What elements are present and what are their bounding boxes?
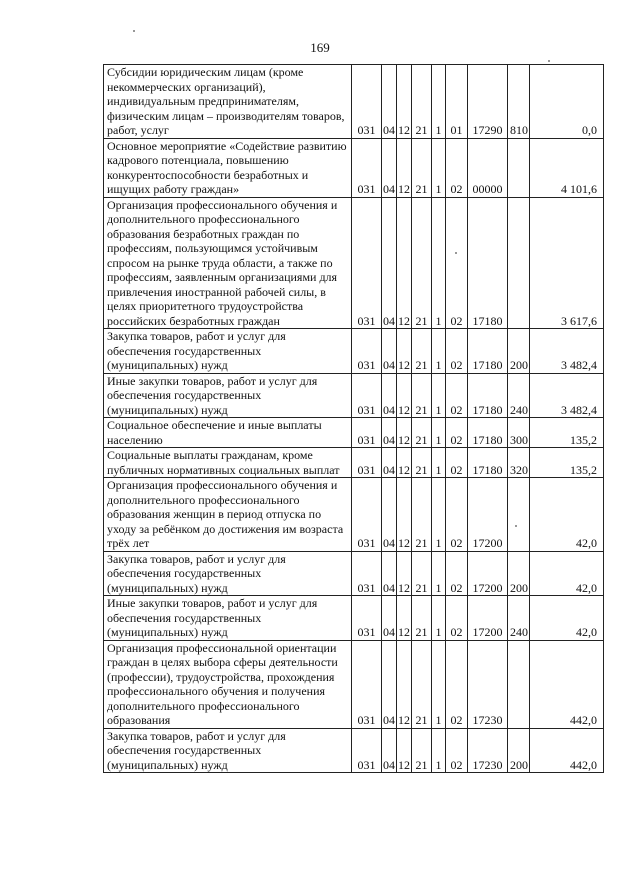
section-code: 04 [382,197,397,329]
event-code: 01 [446,65,468,139]
expense-type-code: 300 [508,418,530,448]
section-code: 04 [382,418,397,448]
page-number: 169 [310,40,330,55]
section-code: 04 [382,551,397,596]
table-row [104,138,604,197]
budget-table [103,64,604,773]
direction-code: 17230 [468,728,508,773]
row-name: Иные закупки товаров, работ и услуг для обеспечения государственных (муниципальных) нужд [104,373,352,418]
subprogram-code: 1 [432,65,446,139]
program-code: 21 [412,728,432,773]
amount-value: 135,2 [530,448,604,478]
table-row [104,640,604,728]
program-code: 21 [412,418,432,448]
program-code: 21 [412,478,432,552]
table-row [104,329,604,374]
row-name: Иные закупки товаров, работ и услуг для обеспечения государственных (муниципальных) нужд [104,596,352,641]
expense-type-code: 200 [508,728,530,773]
ministry-code: 031 [352,65,382,139]
subprogram-code: 1 [432,596,446,641]
direction-code: 17200 [468,551,508,596]
ministry-code: 031 [352,138,382,197]
section-code: 04 [382,448,397,478]
table-row [104,478,604,552]
row-name: Субсидии юридическим лицам (кроме некоммерческих организаций), индивидуальным предпринимателям, физическим лицам – производителям товаров, работ, услуг [104,65,352,139]
expense-type-code [508,478,530,552]
ministry-code: 031 [352,478,382,552]
amount-value: 442,0 [530,640,604,728]
row-name: Организация профессионального обучения и дополнительного профессионального образования женщин в период отпуска по уходу за ребёнком до достижения им возраста трёх лет [104,478,352,552]
amount-value: 4 101,6 [530,138,604,197]
subsection-code: 12 [397,448,412,478]
expense-type-code: 200 [508,329,530,374]
direction-code: 17180 [468,197,508,329]
subprogram-code: 1 [432,138,446,197]
section-code: 04 [382,138,397,197]
amount-value: 42,0 [530,551,604,596]
subsection-code: 12 [397,197,412,329]
amount-value: 42,0 [530,596,604,641]
table-row [104,596,604,641]
event-code: 02 [446,197,468,329]
direction-code: 17180 [468,329,508,374]
row-name: Организация профессионального обучения и дополнительного профессионального образования безработных граждан по профессиям, пользующимся устойчивым спросом на рынке труда области, а также по профессиям, заявленным организациями для привлечения иностранной рабочей силы, в целях приоритетного трудоустройства российских безработных граждан [104,197,352,329]
ministry-code: 031 [352,373,382,418]
row-name: Организация профессиональной ориентации граждан в целях выбора сферы деятельности (профессии), трудоустройства, прохождения профессионального обучения и получения дополнительного профессионального образования [104,640,352,728]
scan-speck [548,60,550,62]
program-code: 21 [412,551,432,596]
program-code: 21 [412,448,432,478]
direction-code: 17180 [468,448,508,478]
table-row [104,448,604,478]
subsection-code: 12 [397,418,412,448]
subsection-code: 12 [397,373,412,418]
table-row [104,728,604,773]
expense-type-code [508,138,530,197]
subsection-code: 12 [397,551,412,596]
row-name: Закупка товаров, работ и услуг для обеспечения государственных (муниципальных) нужд [104,551,352,596]
ministry-code: 031 [352,197,382,329]
table-row [104,65,604,139]
ministry-code: 031 [352,329,382,374]
event-code: 02 [446,373,468,418]
subprogram-code: 1 [432,551,446,596]
event-code: 02 [446,138,468,197]
ministry-code: 031 [352,418,382,448]
subsection-code: 12 [397,596,412,641]
expense-type-code [508,640,530,728]
section-code: 04 [382,329,397,374]
table-body [104,65,604,773]
table-row [104,373,604,418]
direction-code: 17290 [468,65,508,139]
event-code: 02 [446,596,468,641]
event-code: 02 [446,551,468,596]
expense-type-code: 320 [508,448,530,478]
event-code: 02 [446,329,468,374]
table-row [104,551,604,596]
direction-code: 17180 [468,418,508,448]
program-code: 21 [412,640,432,728]
subprogram-code: 1 [432,197,446,329]
event-code: 02 [446,478,468,552]
table-row [104,418,604,448]
subprogram-code: 1 [432,329,446,374]
ministry-code: 031 [352,640,382,728]
amount-value: 0,0 [530,65,604,139]
direction-code: 00000 [468,138,508,197]
subsection-code: 12 [397,65,412,139]
row-name: Закупка товаров, работ и услуг для обеспечения государственных (муниципальных) нужд [104,728,352,773]
amount-value: 135,2 [530,418,604,448]
subprogram-code: 1 [432,640,446,728]
subprogram-code: 1 [432,418,446,448]
subsection-code: 12 [397,138,412,197]
subsection-code: 12 [397,728,412,773]
direction-code: 17200 [468,478,508,552]
scan-speck [515,525,517,527]
event-code: 02 [446,448,468,478]
subprogram-code: 1 [432,728,446,773]
section-code: 04 [382,728,397,773]
ministry-code: 031 [352,551,382,596]
program-code: 21 [412,65,432,139]
subsection-code: 12 [397,478,412,552]
expense-type-code: 240 [508,596,530,641]
amount-value: 3 482,4 [530,373,604,418]
program-code: 21 [412,197,432,329]
program-code: 21 [412,329,432,374]
subprogram-code: 1 [432,373,446,418]
row-name: Социальные выплаты гражданам, кроме публичных нормативных социальных выплат [104,448,352,478]
amount-value: 3 482,4 [530,329,604,374]
event-code: 02 [446,728,468,773]
row-name: Основное мероприятие «Содействие развитию кадрового потенциала, повышению конкурентоспособности безработных и ищущих работу граждан» [104,138,352,197]
subprogram-code: 1 [432,478,446,552]
direction-code: 17180 [468,373,508,418]
scan-speck [455,252,457,254]
ministry-code: 031 [352,596,382,641]
ministry-code: 031 [352,448,382,478]
amount-value: 3 617,6 [530,197,604,329]
direction-code: 17200 [468,596,508,641]
expense-type-code: 200 [508,551,530,596]
event-code: 02 [446,640,468,728]
event-code: 02 [446,418,468,448]
section-code: 04 [382,65,397,139]
amount-value: 42,0 [530,478,604,552]
subprogram-code: 1 [432,448,446,478]
section-code: 04 [382,596,397,641]
scan-speck [133,30,135,32]
program-code: 21 [412,373,432,418]
row-name: Социальное обеспечение и иные выплаты населению [104,418,352,448]
subsection-code: 12 [397,329,412,374]
program-code: 21 [412,138,432,197]
expense-type-code [508,197,530,329]
expense-type-code: 810 [508,65,530,139]
expense-type-code: 240 [508,373,530,418]
amount-value: 442,0 [530,728,604,773]
direction-code: 17230 [468,640,508,728]
section-code: 04 [382,373,397,418]
program-code: 21 [412,596,432,641]
subsection-code: 12 [397,640,412,728]
row-name: Закупка товаров, работ и услуг для обеспечения государственных (муниципальных) нужд [104,329,352,374]
section-code: 04 [382,478,397,552]
section-code: 04 [382,640,397,728]
table-row [104,197,604,329]
ministry-code: 031 [352,728,382,773]
